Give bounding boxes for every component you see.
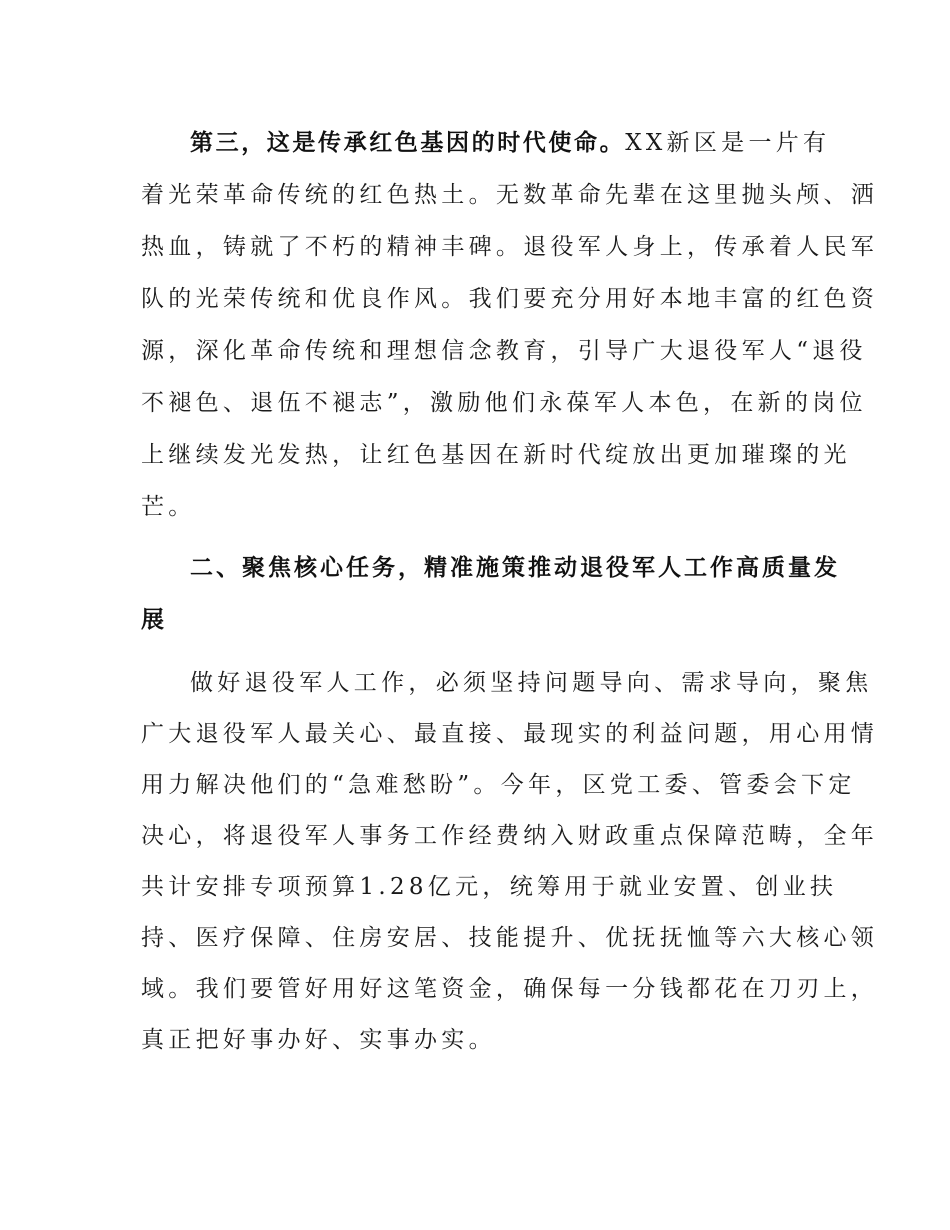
paragraph-line: 决心，将退役军人事务工作经费纳入财政重点保障范畴，全年 — [141, 823, 879, 849]
heading-line: 展 — [141, 607, 167, 633]
paragraph-lead-bold: 第三，这是传承红色基因的时代使命。 — [190, 130, 626, 156]
paragraph-line: 着光荣革命传统的红色热土。无数革命先辈在这里抛头颅、洒 — [141, 182, 879, 208]
paragraph-line: 广大退役军人最关心、最直接、最现实的利益问题，用心用情 — [141, 721, 879, 747]
paragraph-line: 队的光荣传统和优良作风。我们要充分用好本地丰富的红色资 — [141, 286, 879, 312]
paragraph-line: 做好退役军人工作，必须坚持问题导向、需求导向，聚焦 — [190, 670, 873, 696]
paragraph-line: 共计安排专项预算1.28亿元，统筹用于就业安置、创业扶 — [141, 874, 838, 900]
paragraph-line — [190, 128, 830, 158]
paragraph-line-text: XX新区是一片有 — [625, 130, 831, 156]
paragraph-line: 用力解决他们的“急难愁盼”。今年，区党工委、管委会下定 — [141, 772, 856, 798]
paragraph-line: 真正把好事办好、实事办实。 — [141, 1027, 496, 1053]
heading-line: 二、聚焦核心任务，精准施策推动退役军人工作高质量发 — [190, 555, 840, 581]
paragraph-line: 源，深化革命传统和理想信念教育，引导广大退役军人“退役 — [141, 338, 867, 364]
paragraph-line: 热血，铸就了不朽的精神丰碑。退役军人身上，传承着人民军 — [141, 234, 879, 260]
paragraph-line: 域。我们要管好用好这笔资金，确保每一分钱都花在刀刃上， — [141, 976, 879, 1002]
paragraph-line: 上继续发光发热，让红色基因在新时代绽放出更加璀璨的光 — [141, 442, 851, 468]
paragraph-line: 不褪色、退伍不褪志”，激励他们永葆军人本色，在新的岗位 — [141, 390, 867, 416]
paragraph-line: 芒。 — [141, 494, 196, 520]
paragraph-line: 持、医疗保障、住房安居、技能提升、优抚抚恤等六大核心领 — [141, 925, 879, 951]
